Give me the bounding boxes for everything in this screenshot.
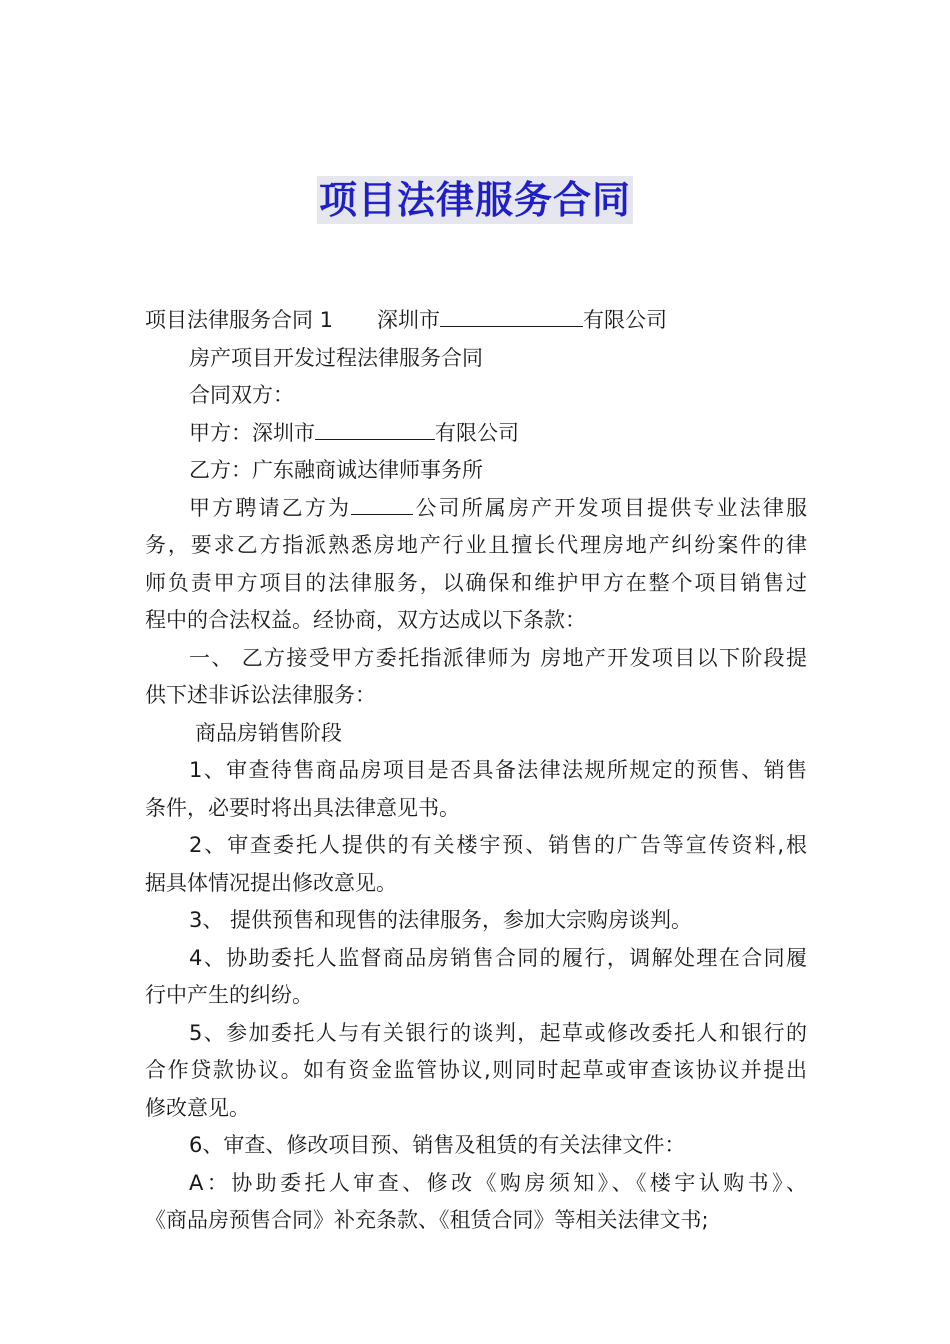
item-text: 5、参加委托人与有关银行的谈判，起草或修改委托人和银行的 [189,1020,807,1045]
item-line [145,977,807,1015]
item-line [145,752,807,790]
party-a-suffix: 有限公司 [435,420,519,445]
party-a-label: 甲方：深圳市 [189,420,315,445]
paragraph-line [145,602,807,640]
party-a-line [145,415,807,453]
item-text: 行中产生的纠纷。 [145,983,313,1007]
paragraph-text: 甲方聘请乙方为 [189,495,352,520]
item-line [145,1015,807,1053]
title-wrap [0,176,950,224]
item-text: 1、审查待售商品房项目是否具备法律法规所规定的预售、销售 [189,758,807,782]
item-text: 合作贷款协议。如有资金监管协议,则同时起草或审查该协议并提出 [145,1058,807,1082]
company-blank [351,492,413,515]
sub-item-line [145,1165,807,1203]
document-title: 项目法律服务合同 [318,178,631,222]
paragraph-text: 务，要求乙方指派熟悉房地产行业且擅长代理房地产纠纷案件的律 [145,533,807,557]
contract-subtitle [145,340,807,378]
company-suffix: 有限公司 [583,308,668,332]
parties-heading-text: 合同双方： [189,383,294,407]
contract-number: 项目法律服务合同 1 [145,308,334,332]
item-text: 据具体情况提出修改意见。 [145,870,397,895]
paragraph-text: 程中的合法权益。经协商，双方达成以下条款： [145,608,586,632]
party-b-text: 乙方：广东融商诚达律师事务所 [189,458,483,482]
city-label: 深圳市 [377,308,441,332]
paragraph-text: 公司所属房产开发项目提供专业法律服 [413,495,808,520]
party-a-name-blank [315,417,435,440]
header-line [145,302,807,340]
company-name-blank [440,304,583,327]
paragraph-line [145,565,807,603]
item-text: 4、协助委托人监督商品房销售合同的履行，调解处理在合同履 [189,945,807,970]
item-line [145,790,807,828]
item-line [145,1127,807,1165]
party-b-line [145,452,807,490]
item-line [145,902,807,940]
sub-item-text: 《商品房预售合同》补充条款、《租赁合同》等相关法律文书; [145,1208,709,1232]
item-text: 条件，必要时将出具法律意见书。 [145,795,460,820]
paragraph-line [145,527,807,565]
item-line [145,827,807,865]
clause-text: 一、 乙方接受甲方委托指派律师为 房地产开发项目以下阶段提 [189,645,807,670]
parties-heading [145,377,807,415]
item-line [145,940,807,978]
paragraph-line [145,490,807,528]
item-text: 修改意见。 [145,1095,250,1120]
item-line [145,865,807,903]
item-text: 2、审查委托人提供的有关楼宇预、销售的广告等宣传资料,根 [189,833,807,857]
item-line [145,1052,807,1090]
item-text: 3、 提供预售和现售的法律服务，参加大宗购房谈判。 [189,908,693,932]
clause-one-line [145,640,807,678]
contract-subtitle-text: 房产项目开发过程法律服务合同 [189,345,483,370]
stage-heading [145,715,807,753]
clause-one-line [145,677,807,715]
clause-text: 供下述非诉讼法律服务： [145,683,376,707]
item-line [145,1090,807,1128]
sub-item-line [145,1202,807,1240]
sub-item-text: A：协助委托人审查、修改《购房须知》、《楼宇认购书》、 [189,1170,807,1195]
item-text: 6、审查、修改项目预、销售及租赁的有关法律文件： [189,1133,686,1157]
stage-heading-text: 商品房销售阶段 [195,720,342,745]
paragraph-text: 师负责甲方项目的法律服务，以确保和维护甲方在整个项目销售过 [145,570,807,595]
document-body [145,302,807,1240]
